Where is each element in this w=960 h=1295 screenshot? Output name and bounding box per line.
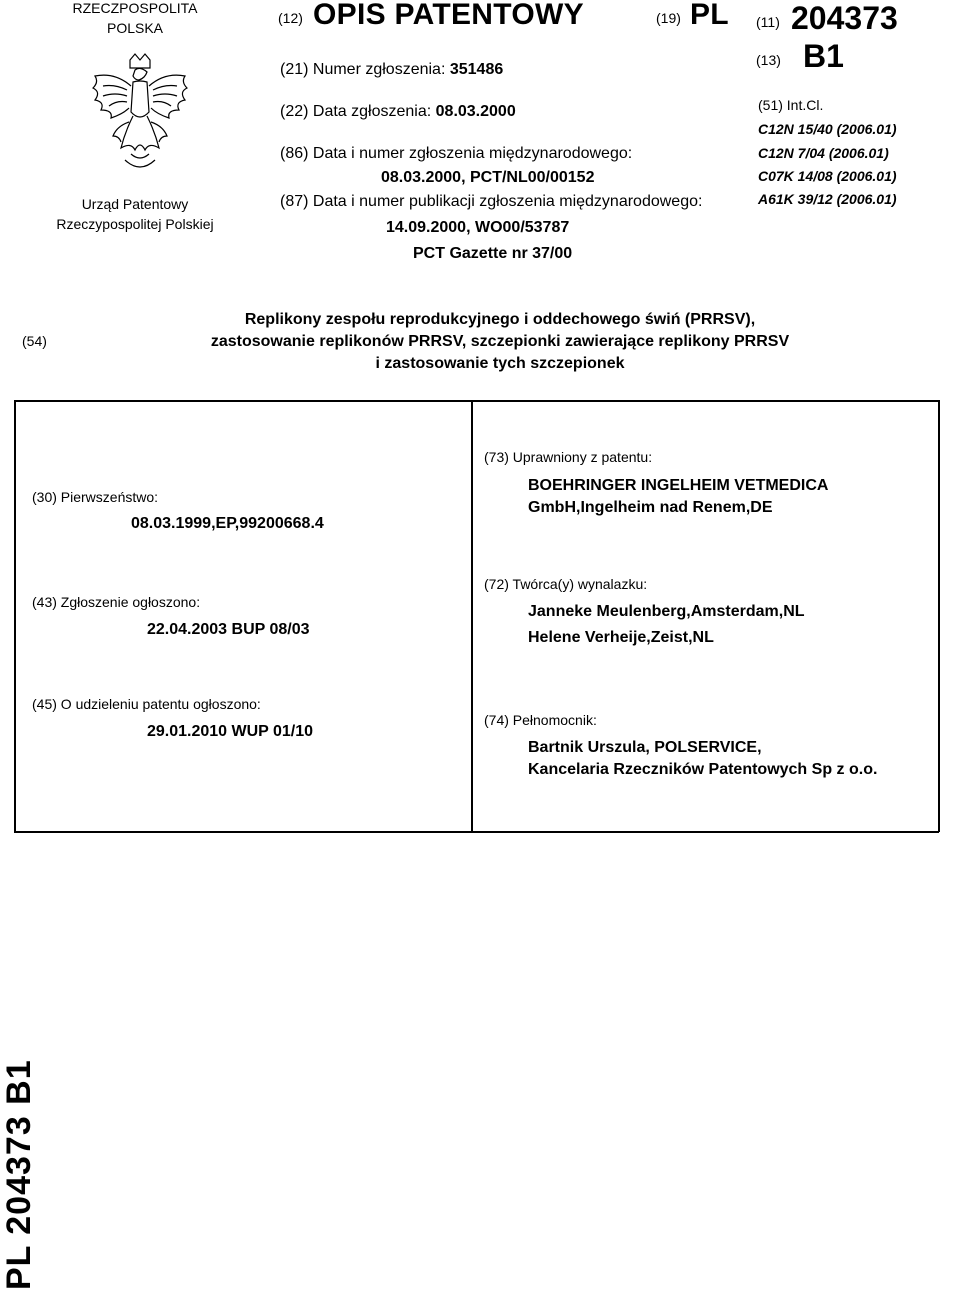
title-code: (54) [22,333,47,349]
field-30-value: 08.03.1999,EP,99200668.4 [131,515,324,532]
field-72-value2: Helene Verheije,Zeist,NL [528,629,714,646]
field-74-value2: Kancelaria Rzeczników Patentowych Sp z o.o. [528,761,878,778]
field-87-label: (87) Data i numer publikacji zgłoszenia międzynarodowego: [280,193,703,210]
patent-number: 204373 [791,0,898,36]
field-72-value1: Janneke Meulenberg,Amsterdam,NL [528,603,805,620]
field-22-value: 08.03.2000 [435,103,516,120]
field-73-value2: GmbH,Ingelheim nad Renem,DE [528,499,773,516]
office-country-line2: POLSKA [106,20,164,36]
field-21-label: (21) Numer zgłoszenia: [280,61,446,78]
table-left-rule [14,400,16,832]
polish-eagle-emblem-icon [85,52,195,182]
title-line3: i zastosowanie tych szczepionek [375,355,625,372]
field-72-label: (72) Twórca(y) wynalazku: [484,576,648,592]
office-name-line1: Urząd Patentowy [81,196,189,212]
field-86-label: (86) Data i numer zgłoszenia międzynarodowego: [280,145,633,162]
title-line2: zastosowanie replikonów PRRSV, szczepionki zawierające replikony PRRSV [210,333,790,350]
field-45-value: 29.01.2010 WUP 01/10 [147,723,314,740]
field-86-value: 08.03.2000, PCT/NL00/00152 [381,169,595,186]
code-13: (13) [756,52,781,68]
field-43-label: (43) Zgłoszenie ogłoszono: [32,594,201,610]
office-country-line1: RZECZPOSPOLITA [72,0,198,16]
country-code: PL [690,0,729,31]
spine-label: PL 204373 B1 [0,1059,38,1290]
table-bottom-rule [14,831,939,833]
field-73-label: (73) Uprawniony z patentu: [484,449,653,465]
title-line1: Replikony zespołu reprodukcyjnego i oddechowego świń (PRRSV), [244,311,756,328]
code-11: (11) [756,14,780,30]
table-middle-rule [471,400,473,832]
classification-item: C07K 14/08 (2006.01) [758,168,897,184]
field-74-value1: Bartnik Urszula, POLSERVICE, [528,739,762,756]
field-74-label: (74) Pełnomocnik: [484,712,597,728]
table-top-rule [14,400,939,402]
field-73-value1: BOEHRINGER INGELHEIM VETMEDICA [528,477,829,494]
office-name-line2: Rzeczypospolitej Polskiej [56,216,214,232]
field-22 [280,103,516,121]
field-21 [280,61,503,79]
code-19: (19) [656,10,681,26]
document-type: OPIS PATENTOWY [313,0,584,31]
kind-code: B1 [803,38,844,74]
field-22-label: (22) Data zgłoszenia: [280,103,432,120]
field-43-value: 22.04.2003 BUP 08/03 [147,621,310,638]
classification-item: C12N 7/04 (2006.01) [758,145,889,161]
table-right-rule [938,400,940,832]
classification-item: C12N 15/40 (2006.01) [758,121,897,137]
classification-label: (51) Int.Cl. [758,97,824,113]
field-21-value: 351486 [449,61,504,78]
field-87-value2: PCT Gazette nr 37/00 [413,245,573,262]
code-12: (12) [278,10,303,26]
field-45-label: (45) O udzieleniu patentu ogłoszono: [32,696,261,712]
classification-item: A61K 39/12 (2006.01) [758,191,897,207]
field-87-value1: 14.09.2000, WO00/53787 [386,219,570,236]
field-30-label: (30) Pierwszeństwo: [32,489,159,505]
